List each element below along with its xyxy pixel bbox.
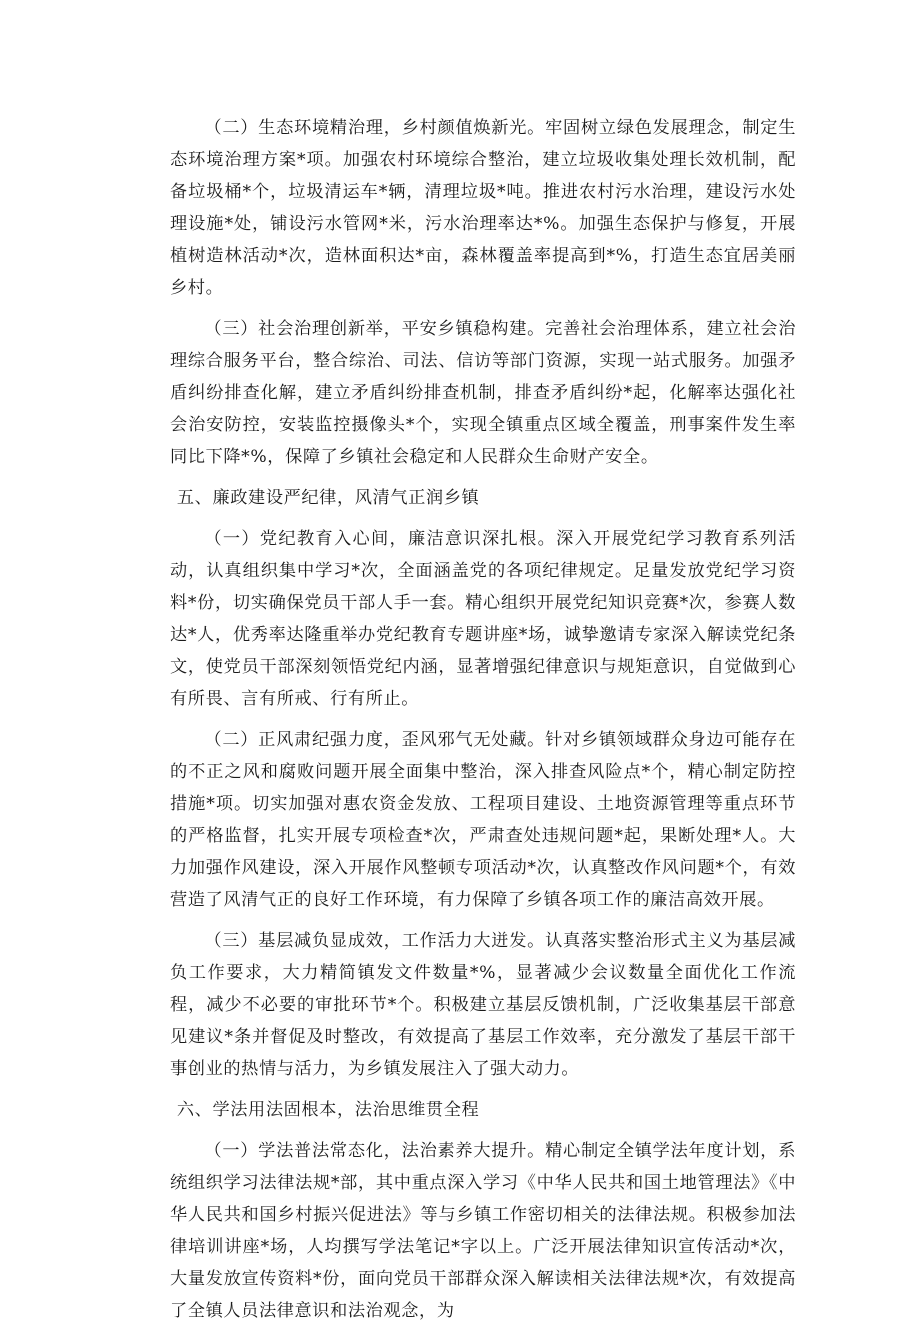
paragraph-social-governance: （三）社会治理创新举，平安乡镇稳构建。完善社会治理体系，建立社会治理综合服务平台，整合综治、司法、信访等部门资源，实现一站式服务。加强矛盾纠纷排查化解，建立矛盾纠纷排查机制，排查矛盾纠纷*起，化解率达强化社会治安防控，安装监控摄像头*个，实现全镇重点区域全覆盖，刑事案件发生率同比下降*%，保障了乡镇社会稳定和人民群众生命财产安全。 [170,319,796,467]
section-heading-integrity: 五、廉政建设严纪律，风清气正润乡镇 [176,488,480,508]
paragraph-burden-reduction: （三）基层减负显成效，工作活力大迸发。认真落实整治形式主义为基层减负工作要求，大力精简镇发文件数量*%，显著减少会议数量全面优化工作流程，减少不必要的审批环节*个。积极建立基层反馈机制，广泛收集基层干部意见建议*条并督促及时整改，有效提高了基层工作效率，充分激发了基层干部干事创业的热情与活力，为乡镇发展注入了强大动力。 [170,931,796,1079]
document-page [170,112,796,1336]
paragraph-law-study: （一）学法普法常态化，法治素养大提升。精心制定全镇学法年度计划，系统组织学习法律法规*部，其中重点深入学习《中华人民共和国土地管理法》《中华人民共和国乡村振兴促进法》等与乡镇工作密切相关的法律法规。积极参加法律培训讲座*场，人均撰写学法笔记*字以上。广泛开展法律知识宣传活动*次，大量发放宣传资料*份，面向党员干部群众深入解读相关法律法规*次，有效提高了全镇人员法律意识和法治观念，为 [170,1141,796,1321]
paragraph-rectify-style: （二）正风肃纪强力度，歪风邪气无处藏。针对乡镇领域群众身边可能存在的不正之风和腐败问题开展全面集中整治，深入排查风险点*个，精心制定防控措施*项。切实加强对惠农资金发放、工程项目建设、土地资源管理等重点环节的严格监督，扎实开展专项检查*次，严肃查处违规问题*起，果断处理*人。大力加强作风建设，深入开展作风整顿专项活动*次，认真整改作风问题*个，有效营造了风清气正的良好工作环境，有力保障了乡镇各项工作的廉洁高效开展。 [170,730,796,910]
paragraph-ecology: （二）生态环境精治理，乡村颜值焕新光。牢固树立绿色发展理念，制定生态环境治理方案*项。加强农村环境综合整治，建立垃圾收集处理长效机制，配备垃圾桶*个，垃圾清运车*辆，清理垃圾*吨。推进农村污水治理，建设污水处理设施*处，铺设污水管网*米，污水治理率达*%。加强生态保护与修复，开展植树造林活动*次，造林面积达*亩，森林覆盖率提高到*%，打造生态宜居美丽乡村。 [170,118,796,298]
paragraph-party-discipline: （一）党纪教育入心间，廉洁意识深扎根。深入开展党纪学习教育系列活动，认真组织集中学习*次，全面涵盖党的各项纪律规定。足量发放党纪学习资料*份，切实确保党员干部人手一套。精心组织开展党纪知识竞赛*次，参赛人数达*人，优秀率达隆重举办党纪教育专题讲座*场，诚挚邀请专家深入解读党纪条文，使党员干部深刻领悟党纪内涵，显著增强纪律意识与规矩意识，自觉做到心有所畏、言有所戒、行有所止。 [170,529,796,709]
section-heading-rule-of-law: 六、学法用法固根本，法治思维贯全程 [176,1100,480,1120]
